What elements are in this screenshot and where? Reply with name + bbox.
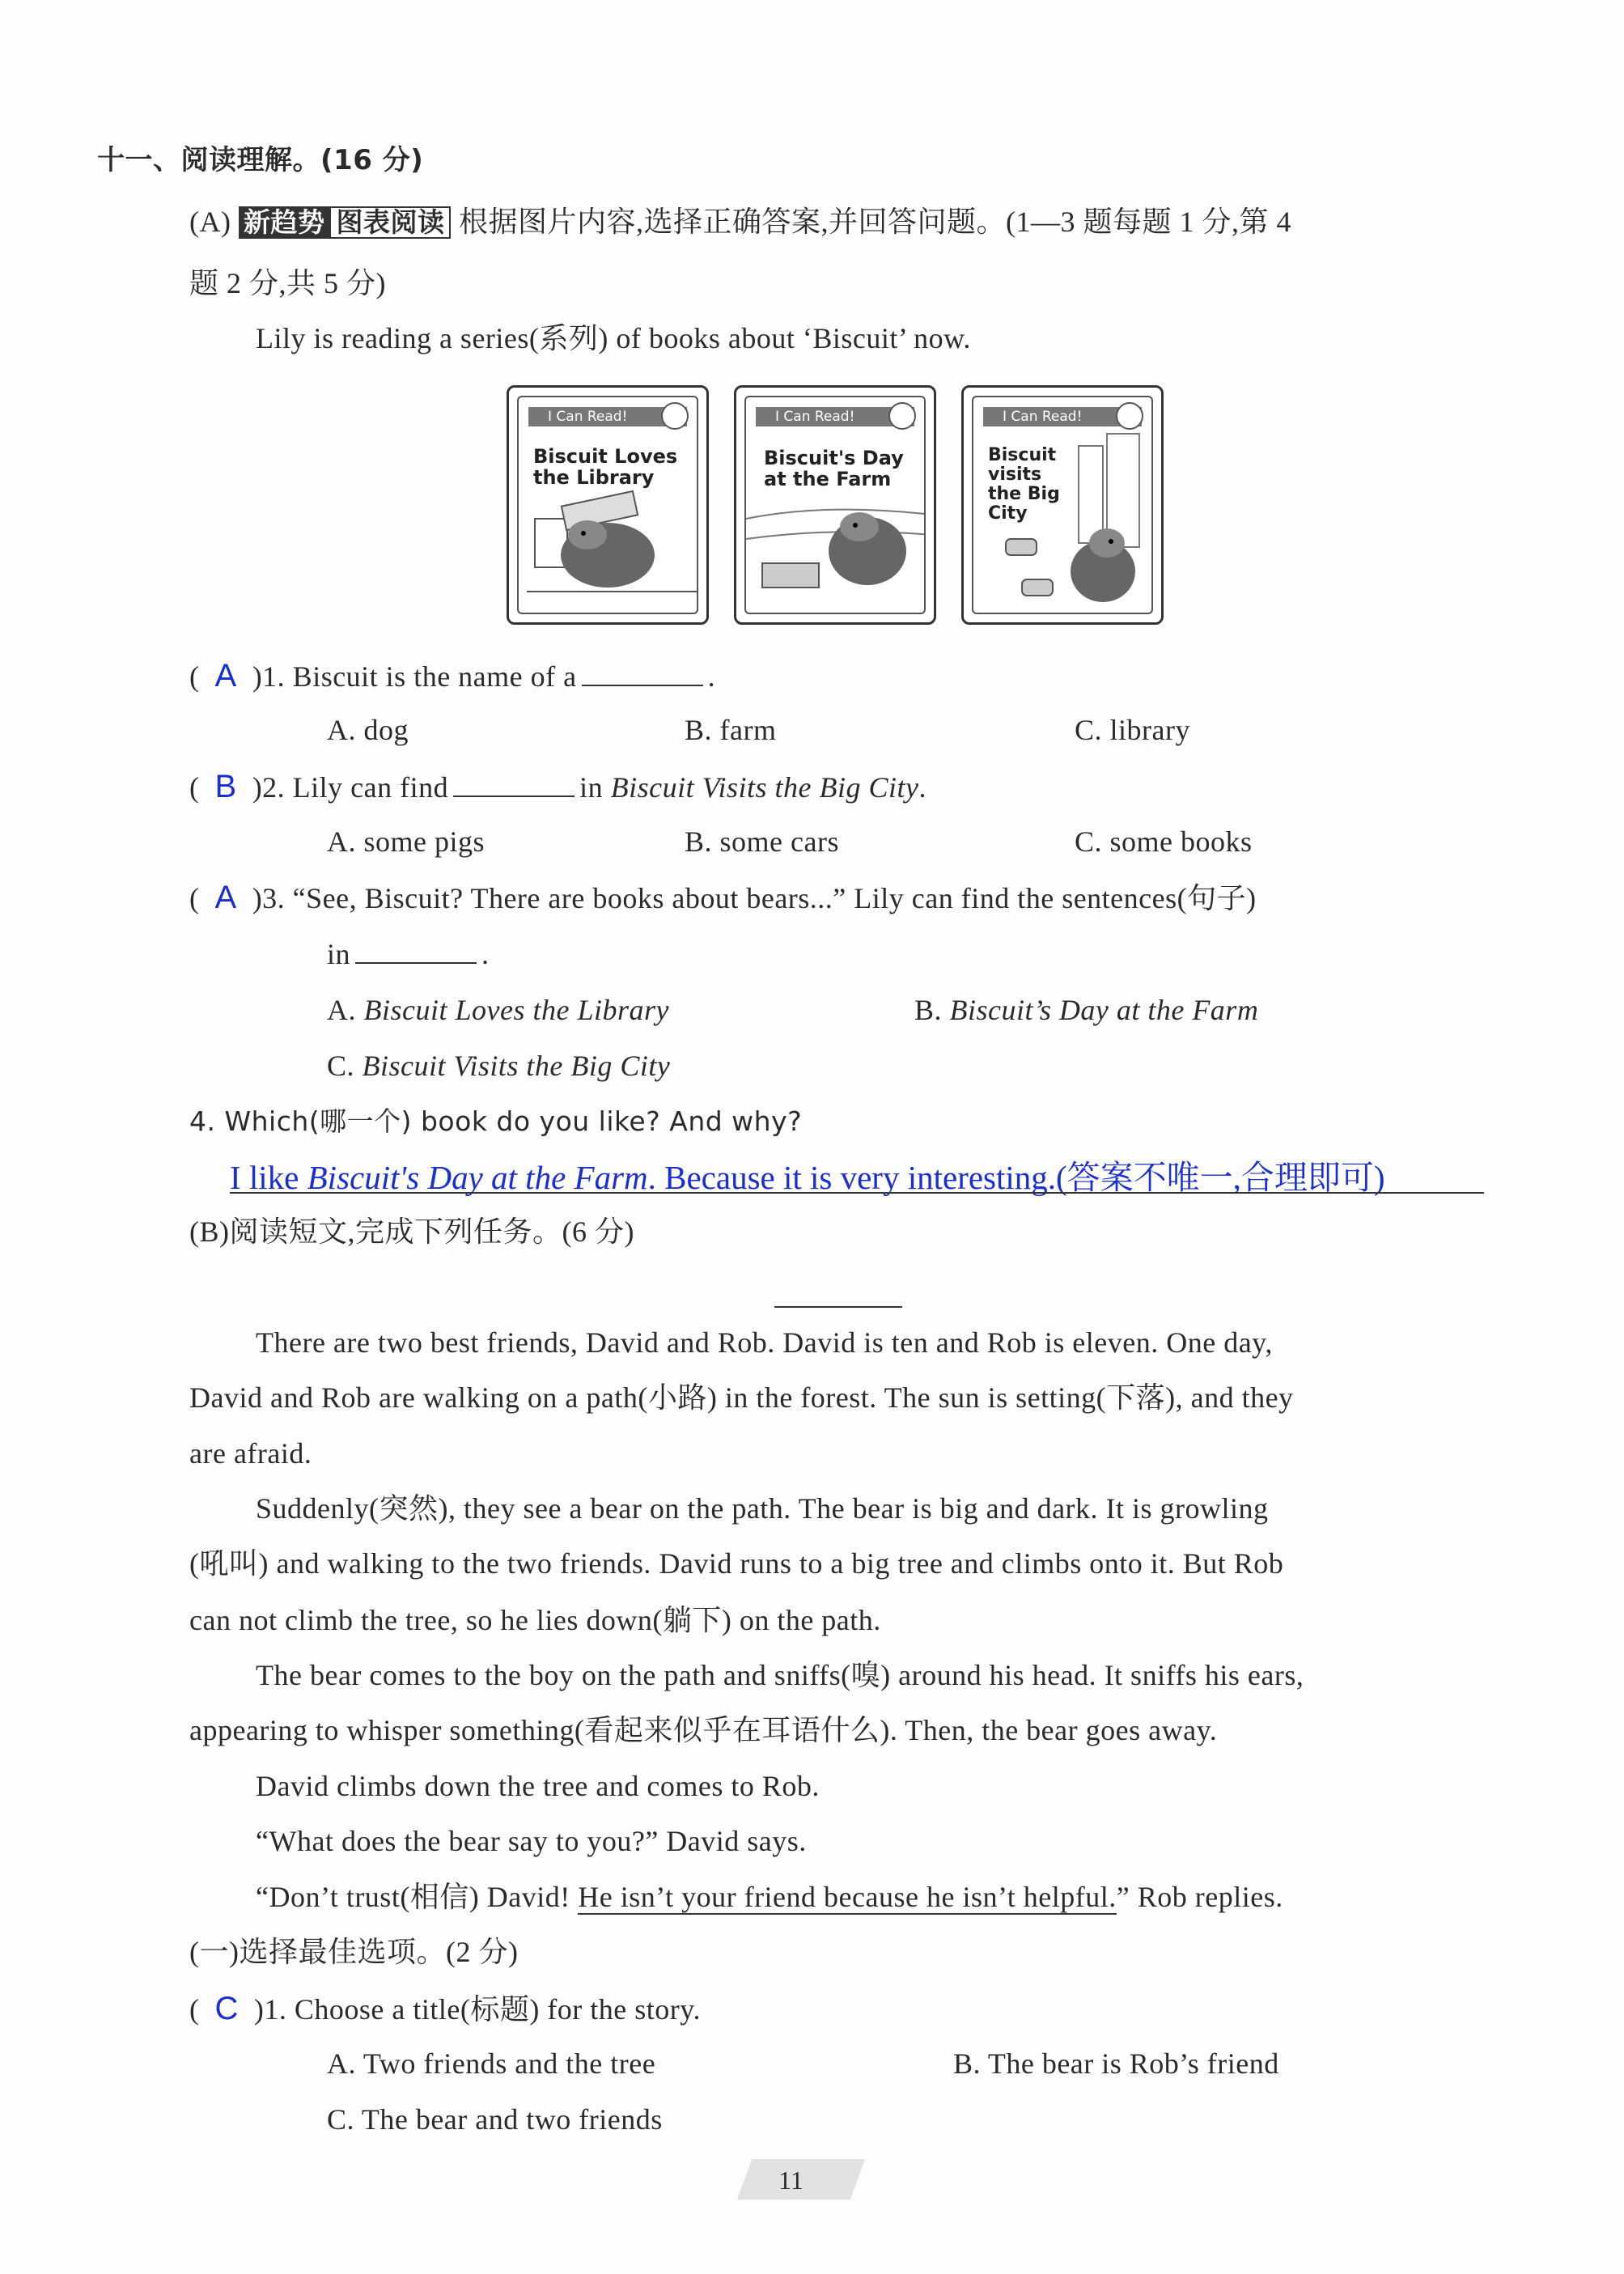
part-a-instruction-line2: 题 2 分,共 5 分) bbox=[189, 267, 386, 299]
book-cover-farm bbox=[734, 385, 936, 625]
passage-p1-line3: are afraid. bbox=[189, 1437, 312, 1470]
book-banner: I Can Read! bbox=[756, 407, 914, 426]
answer-a3: A bbox=[214, 880, 237, 915]
question-a2: ( B )2. Lily can find in Biscuit Visits the Big City. bbox=[189, 769, 926, 804]
passage-p2-line1: Suddenly(突然), they see a bear on the path. The bear is big and dark. It is growling bbox=[256, 1492, 1269, 1525]
option-a2-c: C. some books bbox=[1075, 825, 1253, 858]
passage-p6-underlined: He isn’t your friend because he isn’t helpful. bbox=[578, 1881, 1117, 1913]
book-title: Biscuit visits the Big City bbox=[988, 445, 1060, 524]
question-a3: ( A )3. “See, Biscuit? There are books about bears...” Lily can find the sentences(句子) bbox=[189, 880, 1257, 915]
question-a3-text: )3. “See, Biscuit? There are books about bears...” Lily can find the sentences(句子) bbox=[252, 882, 1257, 914]
book-banner: I Can Read! bbox=[983, 407, 1142, 426]
question-a2-in: in bbox=[579, 771, 604, 804]
question-b1-text: )1. Choose a title(标题) for the story. bbox=[253, 1993, 701, 2026]
question-a2-book-title: Biscuit Visits the Big City bbox=[610, 771, 919, 804]
answer-blank bbox=[582, 660, 703, 686]
option-a3-c bbox=[327, 1048, 670, 1084]
passage-p2-line3: can not climb the tree, so he lies down(躺下) on the path. bbox=[189, 1604, 881, 1636]
option-a2-b: B. some cars bbox=[685, 825, 839, 858]
puppy-in-city-illustration bbox=[973, 397, 1153, 614]
question-a1-text: )1. Biscuit is the name of a bbox=[252, 660, 577, 693]
passage-p6-prefix: “Don’t trust(相信) David! bbox=[256, 1881, 579, 1913]
question-a3-in: in . bbox=[327, 938, 490, 970]
option-text: Biscuit’s Day at the Farm bbox=[949, 994, 1259, 1026]
part-b-title: (B)阅读短文,完成下列任务。(6 分) bbox=[189, 1215, 634, 1248]
answer-a4-prefix: I like bbox=[230, 1159, 307, 1196]
answer-b1: C bbox=[214, 1991, 239, 2026]
book-banner: I Can Read! bbox=[528, 407, 687, 426]
passage-p1-line2: David and Rob are walking on a path(小路) in the forest. The sun is setting(下落), and they bbox=[189, 1381, 1294, 1414]
answer-a4-reason: . Because it is very interesting.(答案不唯一,合理即可) bbox=[647, 1159, 1385, 1196]
book-title: Biscuit's Day at the Farm bbox=[764, 447, 904, 490]
passage-p1-line1: There are two best friends, David and Rob. David is ten and Rob is eleven. One day, bbox=[256, 1326, 1273, 1359]
passage-p2-line2: (吼叫) and walking to the two friends. David runs to a big tree and climbs onto it. But Rob bbox=[189, 1547, 1284, 1580]
chart-reading-tag: 图表阅读 bbox=[329, 206, 451, 239]
option-prefix: B. bbox=[914, 994, 943, 1026]
answer-blank bbox=[355, 938, 477, 964]
passage-title-blank bbox=[774, 1306, 902, 1308]
option-text: Biscuit Visits the Big City bbox=[362, 1050, 671, 1082]
puppy-on-farm-illustration bbox=[746, 397, 926, 614]
answer-a2: B bbox=[214, 769, 237, 804]
option-a1-b: B. farm bbox=[685, 714, 777, 746]
question-a2-text: )2. Lily can find bbox=[252, 771, 449, 804]
question-b1: ( C )1. Choose a title(标题) for the story. bbox=[189, 1991, 701, 2026]
book-title: Biscuit Loves the Library bbox=[533, 445, 678, 489]
option-b1-a: A. Two friends and the tree bbox=[327, 2047, 656, 2080]
passage-p3-line2: appearing to whisper something(看起来似乎在耳语什么). Then, the bear goes away. bbox=[189, 1714, 1218, 1746]
option-b1-c: C. The bear and two friends bbox=[327, 2103, 663, 2136]
question-a3-in-label: in bbox=[327, 938, 351, 970]
new-trend-tag: 新趋势 bbox=[239, 206, 330, 239]
passage-p3-line1: The bear comes to the boy on the path and sniffs(嗅) around his head. It sniffs his ears, bbox=[256, 1659, 1304, 1691]
book-cover-city bbox=[961, 385, 1164, 625]
passage-p5: “What does the bear say to you?” David says. bbox=[256, 1825, 807, 1857]
option-a1-a: A. dog bbox=[327, 714, 409, 746]
section-title: 十一、阅读理解。(16 分) bbox=[97, 144, 424, 176]
option-text: Biscuit Loves the Library bbox=[363, 994, 669, 1026]
answer-line bbox=[230, 1192, 1484, 1194]
part-a-intro: Lily is reading a series(系列) of books about ‘Biscuit’ now. bbox=[256, 322, 971, 354]
option-b1-b: B. The bear is Rob’s friend bbox=[953, 2047, 1279, 2080]
option-a3-a bbox=[327, 992, 669, 1028]
puppy-with-books-illustration bbox=[519, 397, 698, 614]
book-cover-library bbox=[507, 385, 709, 625]
answer-a1: A bbox=[214, 658, 237, 694]
answer-blank bbox=[453, 771, 575, 797]
option-a3-b bbox=[914, 992, 1258, 1028]
sub1-title: (一)选择最佳选项。(2 分) bbox=[189, 1936, 519, 1968]
answer-a4-book-title: Biscuit's Day at the Farm bbox=[307, 1159, 648, 1196]
passage-p6-suffix: ” Rob replies. bbox=[1116, 1881, 1283, 1913]
part-a-instruction bbox=[189, 204, 1291, 240]
passage-p4: David climbs down the tree and comes to Rob. bbox=[256, 1770, 820, 1802]
passage-p6 bbox=[256, 1879, 1283, 1915]
question-a1: ( A )1. Biscuit is the name of a . bbox=[189, 658, 716, 694]
option-prefix: C. bbox=[327, 1050, 355, 1082]
option-a1-c: C. library bbox=[1075, 714, 1190, 746]
question-a4: 4. Which(哪一个) book do you like? And why? bbox=[189, 1105, 803, 1137]
option-prefix: A. bbox=[327, 994, 356, 1026]
option-a2-a: A. some pigs bbox=[327, 825, 485, 858]
part-a-instruction-line1: 根据图片内容,选择正确答案,并回答问题。(1—3 题每题 1 分,第 4 bbox=[458, 206, 1291, 238]
page-number: 11 bbox=[778, 2166, 804, 2195]
part-a-prefix: (A) bbox=[189, 206, 231, 238]
